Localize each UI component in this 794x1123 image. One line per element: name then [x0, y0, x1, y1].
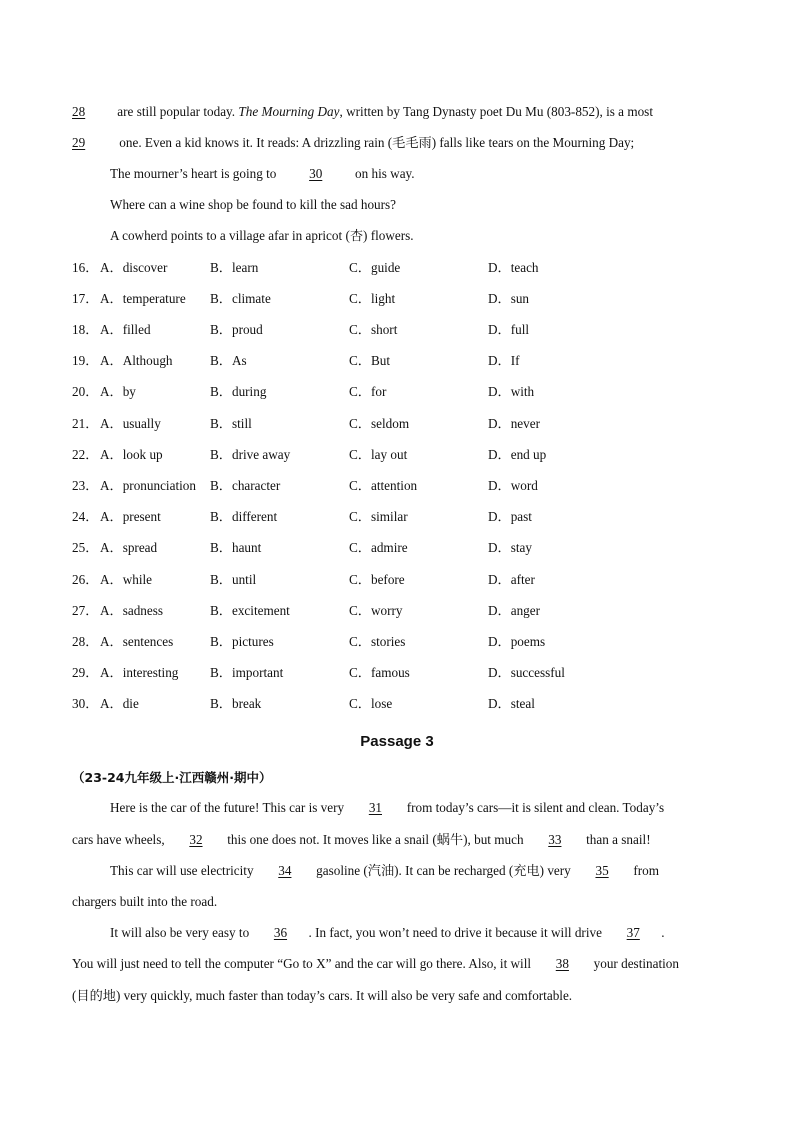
option-d[interactable]: D．steal — [488, 696, 535, 711]
blank-29: 29 — [72, 135, 86, 150]
option-b[interactable]: B．pictures — [210, 634, 274, 649]
option-c[interactable]: C．for — [349, 384, 387, 399]
option-a[interactable]: A．usually — [100, 416, 161, 431]
option-c[interactable]: C．lose — [349, 696, 393, 711]
option-a[interactable]: A．pronunciation — [100, 478, 196, 493]
option-c[interactable]: C．before — [349, 572, 405, 587]
option-d[interactable]: D．word — [488, 478, 538, 493]
blank-35: 35 — [595, 863, 609, 878]
option-b[interactable]: B．climate — [210, 291, 271, 306]
passage-line: Here is the car of the future! This car is very 31 from today’s cars—it is silent and clean. Today’s — [110, 800, 665, 815]
option-d[interactable]: D．end up — [488, 447, 547, 462]
option-b[interactable]: B．break — [210, 696, 262, 711]
option-d[interactable]: D．If — [488, 353, 520, 368]
option-a[interactable]: A．spread — [100, 540, 158, 555]
option-b[interactable]: B．important — [210, 665, 284, 680]
option-b[interactable]: B．until — [210, 572, 257, 587]
option-a[interactable]: A．Although — [100, 353, 173, 368]
option-d[interactable]: D．successful — [488, 665, 565, 680]
option-d[interactable]: D．sun — [488, 291, 530, 306]
option-c[interactable]: C．lay out — [349, 447, 408, 462]
blank-31: 31 — [368, 800, 382, 815]
option-a[interactable]: A．interesting — [100, 665, 179, 680]
option-a[interactable]: A．while — [100, 572, 153, 587]
option-b[interactable]: B．excitement — [210, 603, 290, 618]
option-c[interactable]: C．attention — [349, 478, 418, 493]
option-d[interactable]: D．teach — [488, 260, 539, 275]
option-d[interactable]: D．after — [488, 572, 535, 587]
option-b[interactable]: B．As — [210, 353, 247, 368]
option-c[interactable]: C．admire — [349, 540, 408, 555]
option-c[interactable]: C．short — [349, 322, 398, 337]
passage-line: You will just need to tell the computer “Go to X” and the car will go there. Also, it will 38 your destination — [72, 956, 679, 971]
option-b[interactable]: B．character — [210, 478, 281, 493]
option-a[interactable]: A．die — [100, 696, 139, 711]
passage-line: chargers built into the road. — [72, 894, 218, 909]
option-c[interactable]: C．seldom — [349, 416, 410, 431]
option-a[interactable]: A．filled — [100, 322, 151, 337]
passage-line: It will also be very easy to 36 . In fact, you won’t need to drive it because it will drive 37 . — [110, 925, 665, 940]
option-b[interactable]: B．still — [210, 416, 252, 431]
option-d[interactable]: D．past — [488, 509, 532, 524]
poem-line: The mourner’s heart is going to 30 on his way. — [110, 166, 415, 181]
blank-36: 36 — [273, 925, 288, 940]
option-d[interactable]: D．anger — [488, 603, 540, 618]
option-b[interactable]: B．haunt — [210, 540, 262, 555]
passage-line: cars have wheels, 32 this one does not. It moves like a snail (蜗牛), but much 33 than a snail! — [72, 832, 651, 847]
option-c[interactable]: C．worry — [349, 603, 403, 618]
option-a[interactable]: A．by — [100, 384, 136, 399]
document-page: 28 are still popular today. The Mourning Day, written by Tang Dynasty poet Du Mu (803-852), is a most 29 one. Even a kid knows it. It reads: A drizzling rain (毛毛雨) falls like tears on the Mourning Day; The mourner’s heart is going to 30 on his way. Where can a wine shop be found to kill the sad hours? A cowherd points to a village afar in apricot (杏) flowers. 16． A．discover B．learn C．guide D．teach 17． A．temperature B．climate C．light D．sun 18． A．filled B．proud C．short D．full 19． A．Although B．As C．But D．If 20． A．by B．during C．for D．with 21． A．usually B．still C．seldom D．never 22． A．look up B．drive away C．lay out D．end up 23． A．pronunciation B．character C．attention D．word 24． A．present B．different C．similar D．past 25． A．spread B．haunt C．admire D．stay 26． A．while B．until C．before D．after 27． A．sadness B．excitement C．worry D．anger 28． A．sentences B．pictures C．stories D．poems 29． A．interesting B．important C．famous D．successful 30． A．die B．break C．lose D．steal Passage 3 （23-24九年级上·江西赣州·期中） Here is the car of the future! This car is very 31 from today’s cars—it is silent and clean. Today’s cars have wheels, 32 this one does not. It moves like a snail (蜗牛), but much 33 than a snail! This car will use electricity 34 gasoline (汽油). It can be recharged (充电) very 35 from chargers built into the road. It will also be very easy to 36 . In fact, you won’t need to drive it because it will drive 37 . You will just need to tell the computer “Go to X” and the car will go there. Also, it will 38 your destination (目的地) very quickly, much faster than today’s cars. It will also be very safe and comfortable. — [0, 0, 794, 1123]
option-c[interactable]: C．famous — [349, 665, 410, 680]
passage-line: (目的地) very quickly, much faster than today’s cars. It will also be very safe and comfortable. — [72, 988, 573, 1003]
passage-line: 28 are still popular today. The Mourning Day, written by Tang Dynasty poet Du Mu (803-852), is a most — [72, 104, 653, 119]
poem-line: A cowherd points to a village afar in apricot (杏) flowers. — [110, 228, 414, 243]
option-b[interactable]: B．learn — [210, 260, 259, 275]
option-a[interactable]: A．temperature — [100, 291, 186, 306]
option-c[interactable]: C．But — [349, 353, 391, 368]
option-b[interactable]: B．during — [210, 384, 267, 399]
option-b[interactable]: B．different — [210, 509, 278, 524]
option-d[interactable]: D．poems — [488, 634, 546, 649]
option-c[interactable]: C．light — [349, 291, 396, 306]
blank-37: 37 — [626, 925, 640, 940]
option-d[interactable]: D．never — [488, 416, 540, 431]
option-a[interactable]: A．discover — [100, 260, 168, 275]
option-a[interactable]: A．sadness — [100, 603, 164, 618]
option-c[interactable]: C．stories — [349, 634, 406, 649]
option-a[interactable]: A．sentences — [100, 634, 174, 649]
option-d[interactable]: D．stay — [488, 540, 532, 555]
option-b[interactable]: B．drive away — [210, 447, 291, 462]
blank-38: 38 — [555, 956, 569, 971]
passage-line: This car will use electricity 34 gasoline (汽油). It can be recharged (充电) very 35 from — [110, 863, 659, 878]
poem-line: Where can a wine shop be found to kill the sad hours? — [110, 197, 397, 212]
blank-28: 28 — [72, 104, 86, 119]
blank-32: 32 — [189, 832, 203, 847]
passage-line: 29 one. Even a kid knows it. It reads: A drizzling rain (毛毛雨) falls like tears on the Mourning Day; — [72, 135, 635, 150]
poem-title: The Mourning Day — [238, 104, 340, 119]
blank-34: 34 — [278, 863, 292, 878]
blank-30: 30 — [309, 166, 323, 181]
blank-33: 33 — [548, 832, 562, 847]
option-a[interactable]: A．present — [100, 509, 161, 524]
option-d[interactable]: D．full — [488, 322, 530, 337]
option-b[interactable]: B．proud — [210, 322, 263, 337]
section-heading: Passage 3 — [360, 733, 434, 750]
option-c[interactable]: C．guide — [349, 260, 401, 275]
option-d[interactable]: D．with — [488, 384, 535, 399]
source-note: （23-24九年级上·江西赣州·期中） — [72, 770, 272, 785]
option-a[interactable]: A．look up — [100, 447, 163, 462]
option-c[interactable]: C．similar — [349, 509, 408, 524]
